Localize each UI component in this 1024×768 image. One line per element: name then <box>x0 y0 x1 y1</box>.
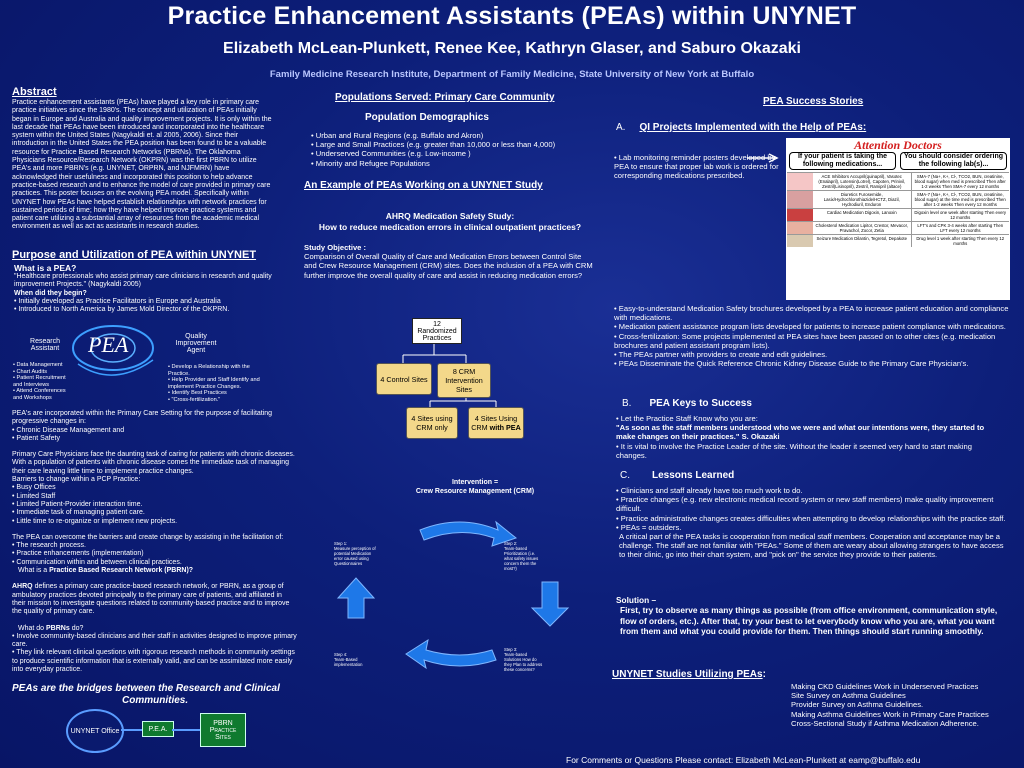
drug-image <box>787 222 813 234</box>
intervention-label: Intervention = <box>451 479 499 486</box>
list-item: Provider Survey on Asthma Guidelines. <box>791 700 924 710</box>
population-demographics-list <box>311 131 601 168</box>
list-item: • Minority and Refugee Populations <box>311 159 601 168</box>
crm-step-4 <box>334 652 374 667</box>
list-item: • PEAs = outsiders. <box>616 523 1008 532</box>
attention-header-row <box>787 152 1009 170</box>
ahrq-study-name: AHRQ Medication Safety Study: <box>385 211 515 221</box>
studies-heading <box>612 669 766 680</box>
attention-table <box>787 172 1009 247</box>
abstract-text: Practice enhancement assistants (PEAs) have played a key role in primary care practice initiatives since the 1980's. The concept and utilization of PEAs initially began in Europe and Australia and quality improvement projects. It is only within the last decade that PEAs have been introduced and incorporated into the healthcare system within the United States (Nagykaldi et. al 2005, 2006). Since their introduction in the United States the PEA position has been found to be a valuable resource for Practice Based Research Networks (PBRNs). The Oklahoma Physicians Resource/Research Network (OKPRN) was the first PBRN to utilize PEA's and more PBRN's (e.g. UNYNET, ORPRN, and NJFMRN) have acknowledged their usefulness and incorporated this position to help advance practice-based research and to enhance the model of care provided in primary care practices. This poster focuses on the evolving PEA model. Specifically within UNYNET how PEAs have helped establish relationships with network practices for sustained periods of time; how they have helped improve practice systems and patient care utilizing a substantial array of resources from the academic medical environment as well as act as assistants in research studies. <box>12 99 272 231</box>
table-cell: Digoxin level one week after starting Then every 12 months <box>911 209 1010 221</box>
table-row <box>787 173 1009 191</box>
attention-col1-header: If your patient is taking the following medications... <box>789 152 896 170</box>
arrow-top <box>420 522 516 546</box>
success-heading: PEA Success Stories <box>763 96 864 107</box>
crm-with-pea-box <box>468 407 524 439</box>
list-item: Making Asthma Guidelines Work in Primary Care Practices <box>791 709 989 719</box>
bridge-line2: Communities. <box>122 695 189 706</box>
staff-quote: "As soon as the staff members understood who we were and what our intentions were, they started to make changes on their practices." S. Okazaki <box>616 423 985 442</box>
crm-step-2 <box>504 541 544 571</box>
arrow-left <box>338 578 374 618</box>
pbrn-sites-box: PBRN Practice Sites <box>200 713 246 747</box>
list-item: Site Survey on Asthma Guidelines <box>791 691 906 701</box>
table-cell: Cardiac Medication Digoxin, Lanoxin <box>826 210 897 215</box>
list-item: • Attend Conferences and Workshops <box>13 388 73 401</box>
table-cell: SMA-7 (Na+, K+, Cl-, TCO2, BUN, creatinine, blood sugar) when med is prescribed Then after 1-2 weeks Then SMA-7 every 12 months <box>911 173 1010 190</box>
populations-heading: Populations Served: Primary Care Community <box>335 92 555 103</box>
bridge-line1: PEAs are the bridges between the Research and Clinical <box>12 683 280 694</box>
success-c-heading <box>620 470 734 481</box>
study-objective <box>304 243 596 280</box>
barriers-heading: Barriers to change within a PCP Practice: <box>12 476 141 484</box>
list-item: • Cross-fertilization: Some projects implemented at PEA sites have been passed on to other cites (e.g. medication brochures and patient assistant program lists). <box>614 332 1009 350</box>
step-text: Measure perception of potential Medication error caused using Questionnaires <box>334 546 376 566</box>
abstract-heading: Abstract <box>12 86 57 98</box>
table-cell: SMA-7 (Na+, K+, Cl-, TCO2, BUN, creatinine, blood sugar) at the time med is prescribed Then after 1-2 weeks Then every 12 months <box>911 191 1010 208</box>
crm-step-3 <box>504 647 544 672</box>
purpose-when-question: When did they begin? <box>14 289 87 297</box>
pbrns-question-prefix: What do <box>18 624 47 632</box>
studies-heading-text: UNYNET Studies Utilizing PEAs <box>612 669 763 680</box>
table-row <box>787 222 1009 235</box>
pbrn-question <box>18 567 297 575</box>
list-item: • Let the Practice Staff Know who you are: <box>616 414 996 423</box>
success-b-body <box>616 414 996 460</box>
list-item: Making CKD Guidelines Work in Underserved Practices <box>791 682 979 691</box>
list-item: • It is vital to involve the Practice Leader of the site. Without the leader it seemed very hard to start making changes. <box>616 442 996 460</box>
poster-title: Practice Enhancement Assistants (PEAs) within UNYNET <box>167 2 857 30</box>
list-item: • The PEAs partner with providers to create and edit guidelines. <box>614 350 1009 359</box>
purpose-para1: PEA's are incorporated within the Primary Care Setting for the purpose of facilitating progressive changes in: <box>12 410 273 426</box>
purpose-when-list <box>14 298 276 315</box>
crm-intervention-box: 8 CRM Intervention Sites <box>437 363 491 398</box>
list-item: • Chronic Disease Management and <box>12 427 297 435</box>
arrow-right-icon <box>745 152 785 164</box>
pbrn-question-bold: Practice Based Research Network (PBRN)? <box>49 567 194 575</box>
ahrq-definition <box>12 583 297 616</box>
section-letter: A. <box>616 122 626 133</box>
list-item: • They link relevant clinical questions with rigorous research methods in community settings to produce scientific information that is externally valid, and can be assimilated more easily into everyday practice. <box>12 649 297 674</box>
barriers-list <box>12 484 297 525</box>
list-item: • Lab monitoring reminder posters developed by PEA to ensure that proper lab work is ordered for corresponding medications prescribed. <box>614 153 779 180</box>
arrow-bottom <box>406 640 496 668</box>
purpose-what-question: What is a PEA? <box>14 263 77 273</box>
step-label: Step 2: <box>504 541 518 546</box>
pbrns-question-bold: PBRNs <box>46 624 70 632</box>
attention-doctors-poster <box>786 138 1010 300</box>
list-item: • Develop a Relationship with the Practice. <box>168 364 273 377</box>
list-item: • Busy Offices <box>12 484 297 492</box>
control-sites-box: 4 Control Sites <box>376 363 432 395</box>
table-cell: Drug level 1 week after starting Then every 12 months <box>911 235 1010 247</box>
purpose-what-answer: "Healthcare professionals who assist primary care clinicians in research and quality improvement Projects." (Nagykaldi 2005) <box>14 273 272 289</box>
table-cell: Diuretics Furosemide, Lasix/Hydrochlorothiazide/HCTZ, Diazil, Hydrodiuril, Enduron <box>823 192 900 207</box>
attention-col2-header: You should consider ordering the following lab(s)... <box>900 152 1007 170</box>
studies-heading-colon: : <box>762 669 766 680</box>
list-item: • Large and Small Practices (e.g. greater than 10,000 or less than 4,000) <box>311 140 601 149</box>
list-item: • Involve community-based clinicians and their staff in activities designed to improve primary care. <box>12 633 297 650</box>
section-title: QI Projects Implemented with the Help of PEAs: <box>639 122 867 133</box>
list-item: • Communication within and between clinical practices. <box>12 559 297 567</box>
connector-line <box>121 729 143 731</box>
ahrq-text: defines a primary care practice-based research network, or PBRN, as a group of ambulatory practices devoted principally to the primary care of patients, and affiliated in their mission to investigate questions related to community-based practice and to improve the quality of primary care. <box>12 583 290 616</box>
section-title: PEA Keys to Success <box>649 398 752 409</box>
section-title: Lessons Learned <box>652 470 735 481</box>
pea-box: P.E.A. <box>142 721 174 737</box>
list-item: • Practice enhancements (implementation) <box>12 550 297 558</box>
list-item: • Practice administrative changes creates difficulties when attempting to develop relationships with the practice staff. <box>616 514 1008 523</box>
table-row <box>787 209 1009 222</box>
success-a-list <box>614 304 1009 368</box>
drug-image <box>787 209 813 221</box>
quality-improvement-agent-label: Quality Improvement Agent <box>175 333 217 354</box>
research-assistant-list <box>13 362 73 402</box>
step-label: Step 4: <box>334 652 348 657</box>
purpose-body <box>12 410 297 674</box>
bridge-statement <box>12 683 312 707</box>
ahrq-study-question: How to reduce medication errors in clinical outpatient practices? <box>318 222 582 232</box>
lessons-list <box>616 486 1008 532</box>
example-heading: An Example of PEAs Working on a UNYNET Study <box>304 180 543 191</box>
arrow-right <box>532 582 568 626</box>
success-a-heading <box>616 122 866 133</box>
quality-improvement-agent-list <box>168 364 273 404</box>
table-row <box>787 191 1009 209</box>
list-item: • Initially developed as Practice Facilitators in Europe and Australia <box>14 298 276 306</box>
ahrq-study-title <box>300 211 600 233</box>
pea-logo-text: PEA <box>88 332 129 357</box>
poster-affiliation: Family Medicine Research Institute, Department of Family Medicine, State University of New York at Buffalo <box>269 69 755 80</box>
success-c-body <box>616 486 1008 560</box>
table-cell: ACE Inhibitors Accupril(quinapril), Vasotec (Enalapril), Lotensin(Lotrel), Capoten, Prinivil, Zestril(Lisinopril), Zestril, Ramipril (altace) <box>818 174 906 189</box>
unynet-office-circle: UNYNET Office <box>66 709 124 753</box>
studies-list <box>791 682 1021 728</box>
list-item: • Immediate task of managing patient care. <box>12 509 297 517</box>
pbrns-list <box>12 633 297 674</box>
table-row <box>787 235 1009 247</box>
crm-pea-prefix: 4 Sites Using CRM <box>471 414 518 432</box>
crm-step-1 <box>334 541 376 566</box>
success-b-heading <box>622 398 752 409</box>
section-letter: C. <box>620 470 630 481</box>
poster-authors: Elizabeth McLean-Plunkett, Renee Kee, Kathryn Glaser, and Saburo Okazaki <box>223 40 801 57</box>
step-text: Team-based Solutions How do they Plan to address these concerns? <box>504 652 543 672</box>
randomized-practices-box: 12 Randomized Practices <box>412 318 462 344</box>
drug-image <box>787 191 813 208</box>
purpose-what-block <box>14 263 276 314</box>
step-label: Step 3: <box>504 647 518 652</box>
intervention-sub: Crew Resource Management (CRM) <box>415 488 535 495</box>
study-objective-label: Study Objective : <box>304 243 367 252</box>
solution-block <box>616 595 1001 637</box>
lessons-paragraph: A critical part of the PEA tasks is cooperation from medical staff members. Cooperation and acceptance may be a challenge. The staff are not familiar with "PEAs." Some of them are weary about allowing strangers to have access to their clinic, go into their chart system, and "pick on" the service they provide to their patients. <box>619 532 1004 560</box>
section-letter: B. <box>622 398 632 409</box>
step-text: Team-Based implementation <box>334 657 363 667</box>
list-item: • Little time to re-organize or implement new projects. <box>12 518 297 526</box>
attention-banner: Attention Doctors <box>854 138 942 152</box>
purpose-para3-list <box>12 542 297 567</box>
list-item: • Data Management <box>13 362 73 369</box>
list-item: • Limited Staff <box>12 493 297 501</box>
list-item: • Patient Safety <box>12 435 297 443</box>
footer-contact: For Comments or Questions Please contact: Elizabeth McLean-Plunkett at eamp@buffalo.edu <box>566 755 921 765</box>
list-item: Cross-Sectional Study if Asthma Medication Adherence. <box>791 718 979 728</box>
step-text: Team-based Prioritization (i.e. what safety issues concern them the most?) <box>504 546 539 571</box>
drug-image <box>787 235 813 247</box>
list-item: • Practice changes (e.g. new electronic medical record system or new staff members) make quality improvement difficult. <box>616 495 1008 513</box>
list-item: • Patient Recruitment and Interviews <box>13 375 73 388</box>
drug-image <box>787 173 813 190</box>
pbrns-question-suffix: do? <box>69 624 84 632</box>
list-item: • Identify Best Practices <box>168 390 273 397</box>
crm-only-box: 4 Sites using CRM only <box>406 407 458 439</box>
purpose-para3: The PEA can overcome the barriers and create change by assisting in the facilitation of: <box>12 533 284 541</box>
crm-pea-bold: with PEA <box>489 423 521 432</box>
list-item: • PEAs Disseminate the Quick Reference Chronic Kidney Disease Guide to the Primary Care Physician's. <box>614 359 1009 368</box>
purpose-para2: Primary Care Physicians face the daunting task of caring for patients with chronic diseases. With a population of patients with chronic disease comes the immediate task of managing their care leaving little time to implement practice changes. <box>12 451 295 475</box>
table-cell: Seizure Medication Dilantin, Tegretol, Depakote <box>816 236 907 241</box>
table-cell: LFT's and CPK 3-4 weeks after starting Then LFT every 12 months <box>911 222 1010 234</box>
list-item: • Introduced to North America by James Mold Director of the OKPRN. <box>14 306 276 314</box>
list-item: • Urban and Rural Regions (e.g. Buffalo and Akron) <box>311 131 601 140</box>
solution-label: Solution – <box>616 595 657 605</box>
table-cell: Cholesterol Medication Lipitor, Crestor, Mevacor, Pravachol, Zocor, Zetia <box>815 223 908 233</box>
list-item: • Limited Patient-Provider interaction time. <box>12 501 297 509</box>
list-item: • Easy-to-understand Medication Safety brochures developed by a PEA to increase patient education and compliance with medications. <box>614 304 1009 322</box>
purpose-para1-list <box>12 427 297 444</box>
pbrn-question-prefix: What is a <box>18 567 50 575</box>
list-item: • The research process. <box>12 542 297 550</box>
list-item: • Help Provider and Staff Identify and implement Practice Changes. <box>168 377 273 390</box>
study-objective-text: Comparison of Overall Quality of Care and Medication Errors between Control Site and Crew Resource Management (CRM) sites. Does the inclusion of a PEA with CRM further improve the overall quality of care and assist in reducing medication errors? <box>304 252 593 280</box>
solution-text: First, try to observe as many things as possible (from office environment, communication style, flow of orders, etc.). After that, try your best to let everybody know who you are, what you want from them and what you could provide for them. Then things should start running smoothly. <box>620 605 998 637</box>
purpose-heading: Purpose and Utilization of PEA within UNYNET <box>12 249 257 261</box>
connector-line <box>172 729 200 731</box>
list-item: • Underserved Communities (e.g. Low-income ) <box>311 149 601 158</box>
list-item: • Clinicians and staff already have too much work to do. <box>616 486 1008 495</box>
step-label: Step 1: <box>334 541 348 546</box>
population-demographics-heading: Population Demographics <box>365 112 489 123</box>
list-item: • Medication patient assistance program lists developed for patients to increase patient compliance with medications. <box>614 322 1009 331</box>
pbrns-question <box>18 625 297 633</box>
list-item: • "Cross-fertilization." <box>168 397 273 404</box>
research-assistant-label: Research Assistant <box>30 338 60 352</box>
ahrq-bold: AHRQ <box>12 583 33 591</box>
list-item: • Chart Audits <box>13 369 73 376</box>
